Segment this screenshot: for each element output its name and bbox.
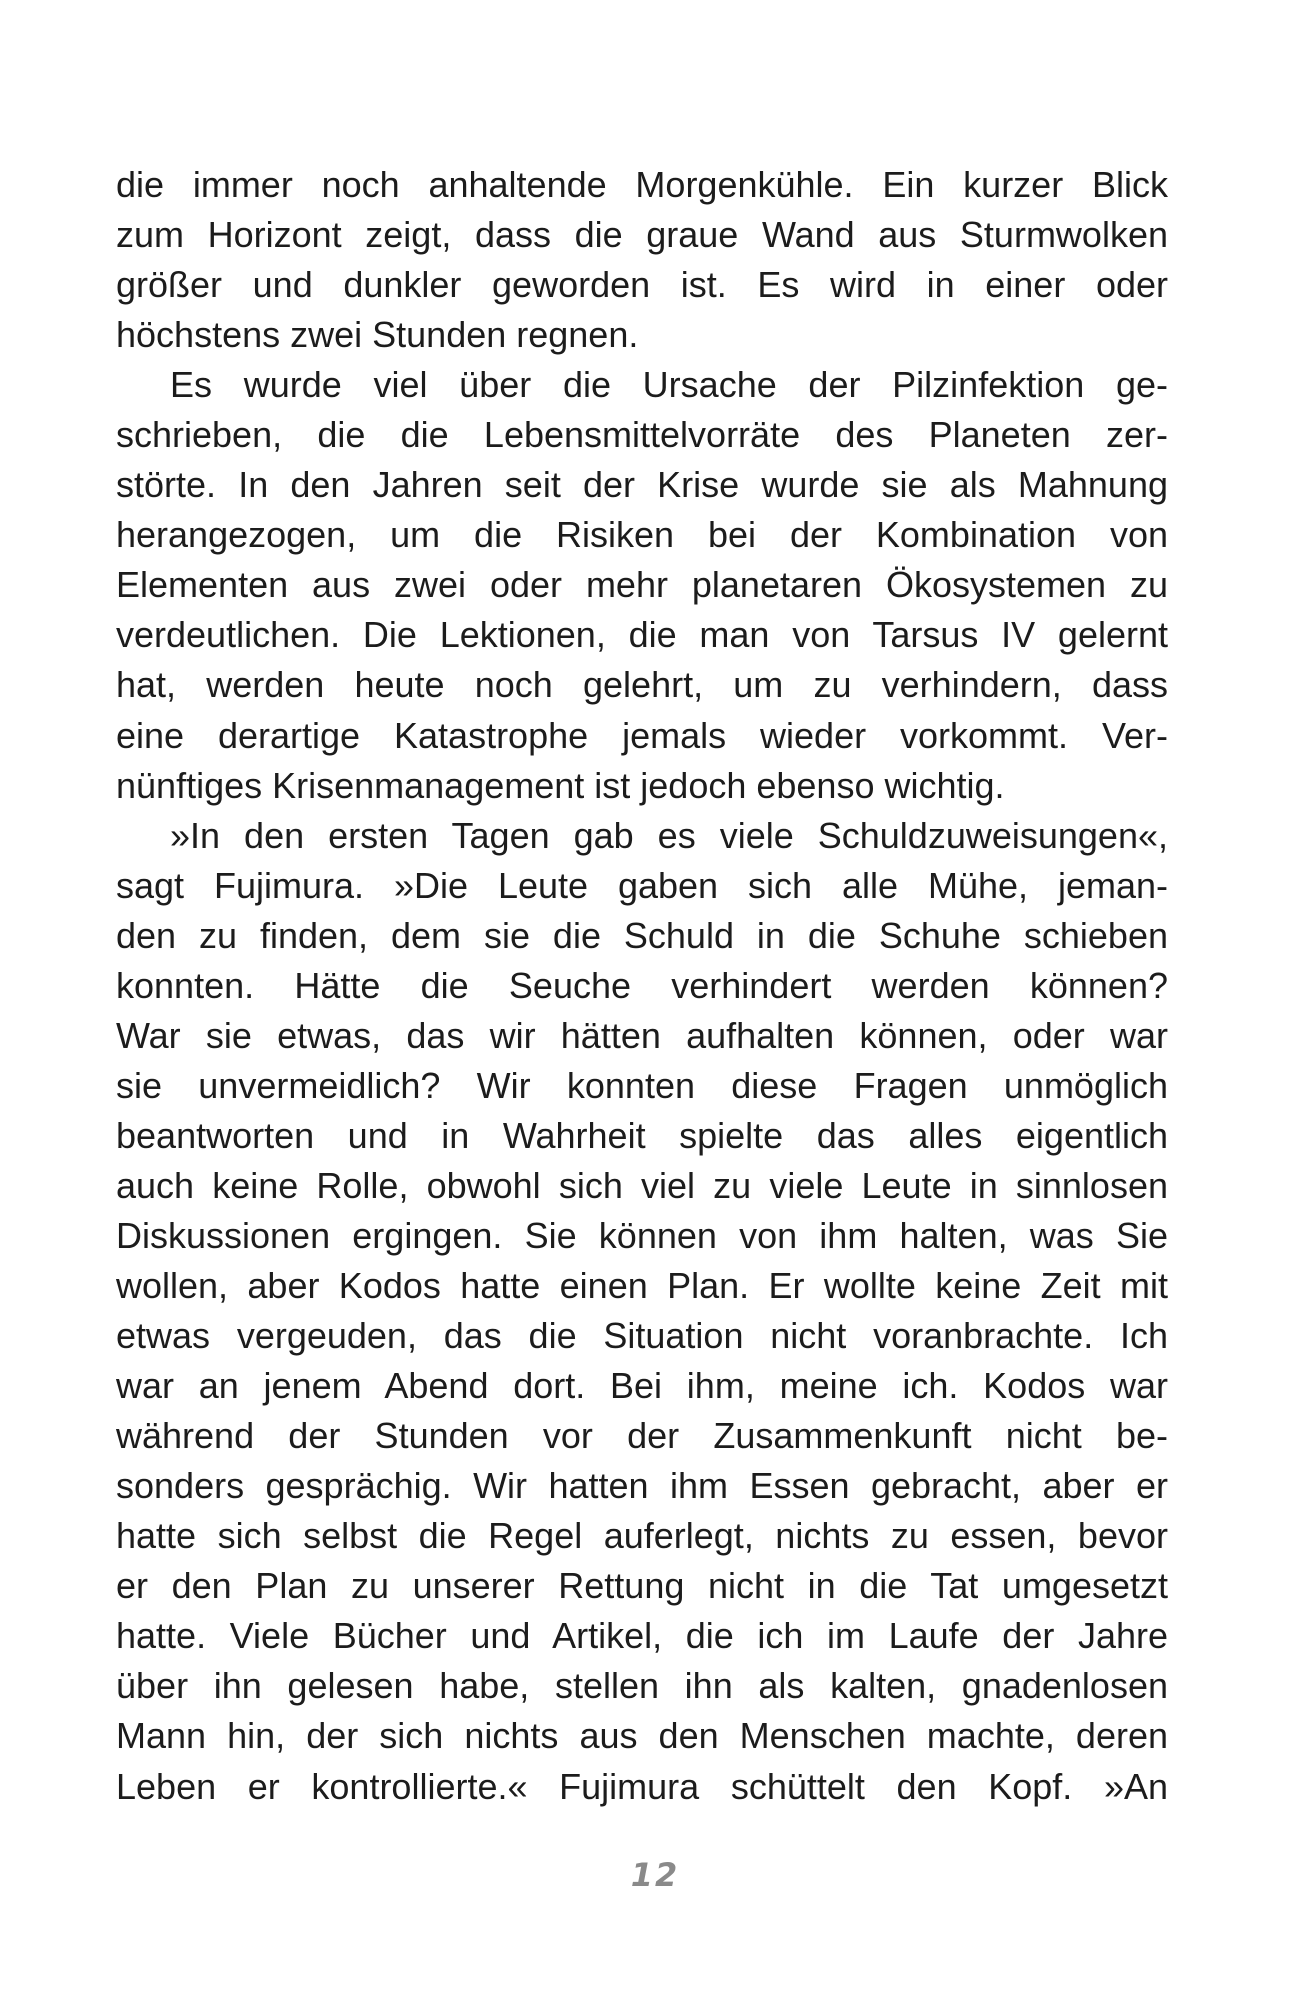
text-line: herangezogen, um die Risiken bei der Kombination von [116, 514, 1168, 556]
text-line: Leben er kontrollierte.« Fujimura schüttelt den Kopf. »An [116, 1765, 1168, 1807]
text-line: hatte sich selbst die Regel auferlegt, nichts zu essen, bevor [116, 1515, 1168, 1557]
text-line: Elementen aus zwei oder mehr planetaren Ökosystemen zu [116, 564, 1168, 606]
body-text [116, 160, 1168, 1812]
text-line: sagt Fujimura. »Die Leute gaben sich alle Mühe, jeman- [116, 864, 1168, 906]
text-line: während der Stunden vor der Zusammenkunft nicht be- [116, 1415, 1168, 1457]
text-line: beantworten und in Wahrheit spielte das alles eigentlich [116, 1114, 1168, 1156]
text-line: die immer noch anhaltende Morgenkühle. Ein kurzer Blick [116, 164, 1168, 205]
text-line: sonders gesprächig. Wir hatten ihm Essen gebracht, aber er [116, 1465, 1168, 1507]
text-line: Es wurde viel über die Ursache der Pilzinfektion ge- [170, 364, 1168, 406]
text-line: zum Horizont zeigt, dass die graue Wand aus Sturmwolken [116, 214, 1168, 256]
text-line: größer und dunkler geworden ist. Es wird in einer oder [116, 264, 1168, 306]
text-line: hat, werden heute noch gelehrt, um zu verhindern, dass [116, 664, 1168, 706]
text-line: über ihn gelesen habe, stellen ihn als kalten, gnadenlosen [116, 1665, 1168, 1707]
page-number: 12 [630, 1856, 680, 1894]
text-line: war an jenem Abend dort. Bei ihm, meine ich. Kodos war [116, 1365, 1168, 1407]
text-line: er den Plan zu unserer Rettung nicht in die Tat umgesetzt [116, 1565, 1168, 1607]
text-line: konnten. Hätte die Seuche verhindert werden können? [116, 964, 1168, 1006]
text-line: sie unvermeidlich? Wir konnten diese Fragen unmöglich [116, 1064, 1168, 1106]
text-line: hatte. Viele Bücher und Artikel, die ich im Laufe der Jahre [116, 1615, 1168, 1657]
text-line: schrieben, die die Lebensmittelvorräte des Planeten zer- [116, 414, 1168, 456]
text-line: »In den ersten Tagen gab es viele Schuldzuweisungen«, [170, 814, 1168, 856]
text-line: eine derartige Katastrophe jemals wieder vorkommt. Ver- [116, 714, 1168, 756]
text-line: etwas vergeuden, das die Situation nicht voranbrachte. Ich [116, 1315, 1168, 1357]
text-line: Mann hin, der sich nichts aus den Menschen machte, deren [116, 1715, 1168, 1757]
text-line: wollen, aber Kodos hatte einen Plan. Er wollte keine Zeit mit [116, 1265, 1168, 1307]
text-line: den zu finden, dem sie die Schuld in die Schuhe schieben [116, 914, 1168, 956]
text-line: störte. In den Jahren seit der Krise wurde sie als Mahnung [116, 464, 1168, 506]
text-line: War sie etwas, das wir hätten aufhalten können, oder war [116, 1014, 1168, 1056]
text-line: verdeutlichen. Die Lektionen, die man von Tarsus IV gelernt [116, 614, 1168, 656]
text-line: nünftiges Krisenmanagement ist jedoch ebenso wichtig. [116, 764, 1005, 806]
text-line: Diskussionen ergingen. Sie können von ihm halten, was Sie [116, 1214, 1168, 1256]
text-line: höchstens zwei Stunden regnen. [116, 314, 639, 356]
text-line: auch keine Rolle, obwohl sich viel zu viele Leute in sinnlosen [116, 1164, 1168, 1206]
